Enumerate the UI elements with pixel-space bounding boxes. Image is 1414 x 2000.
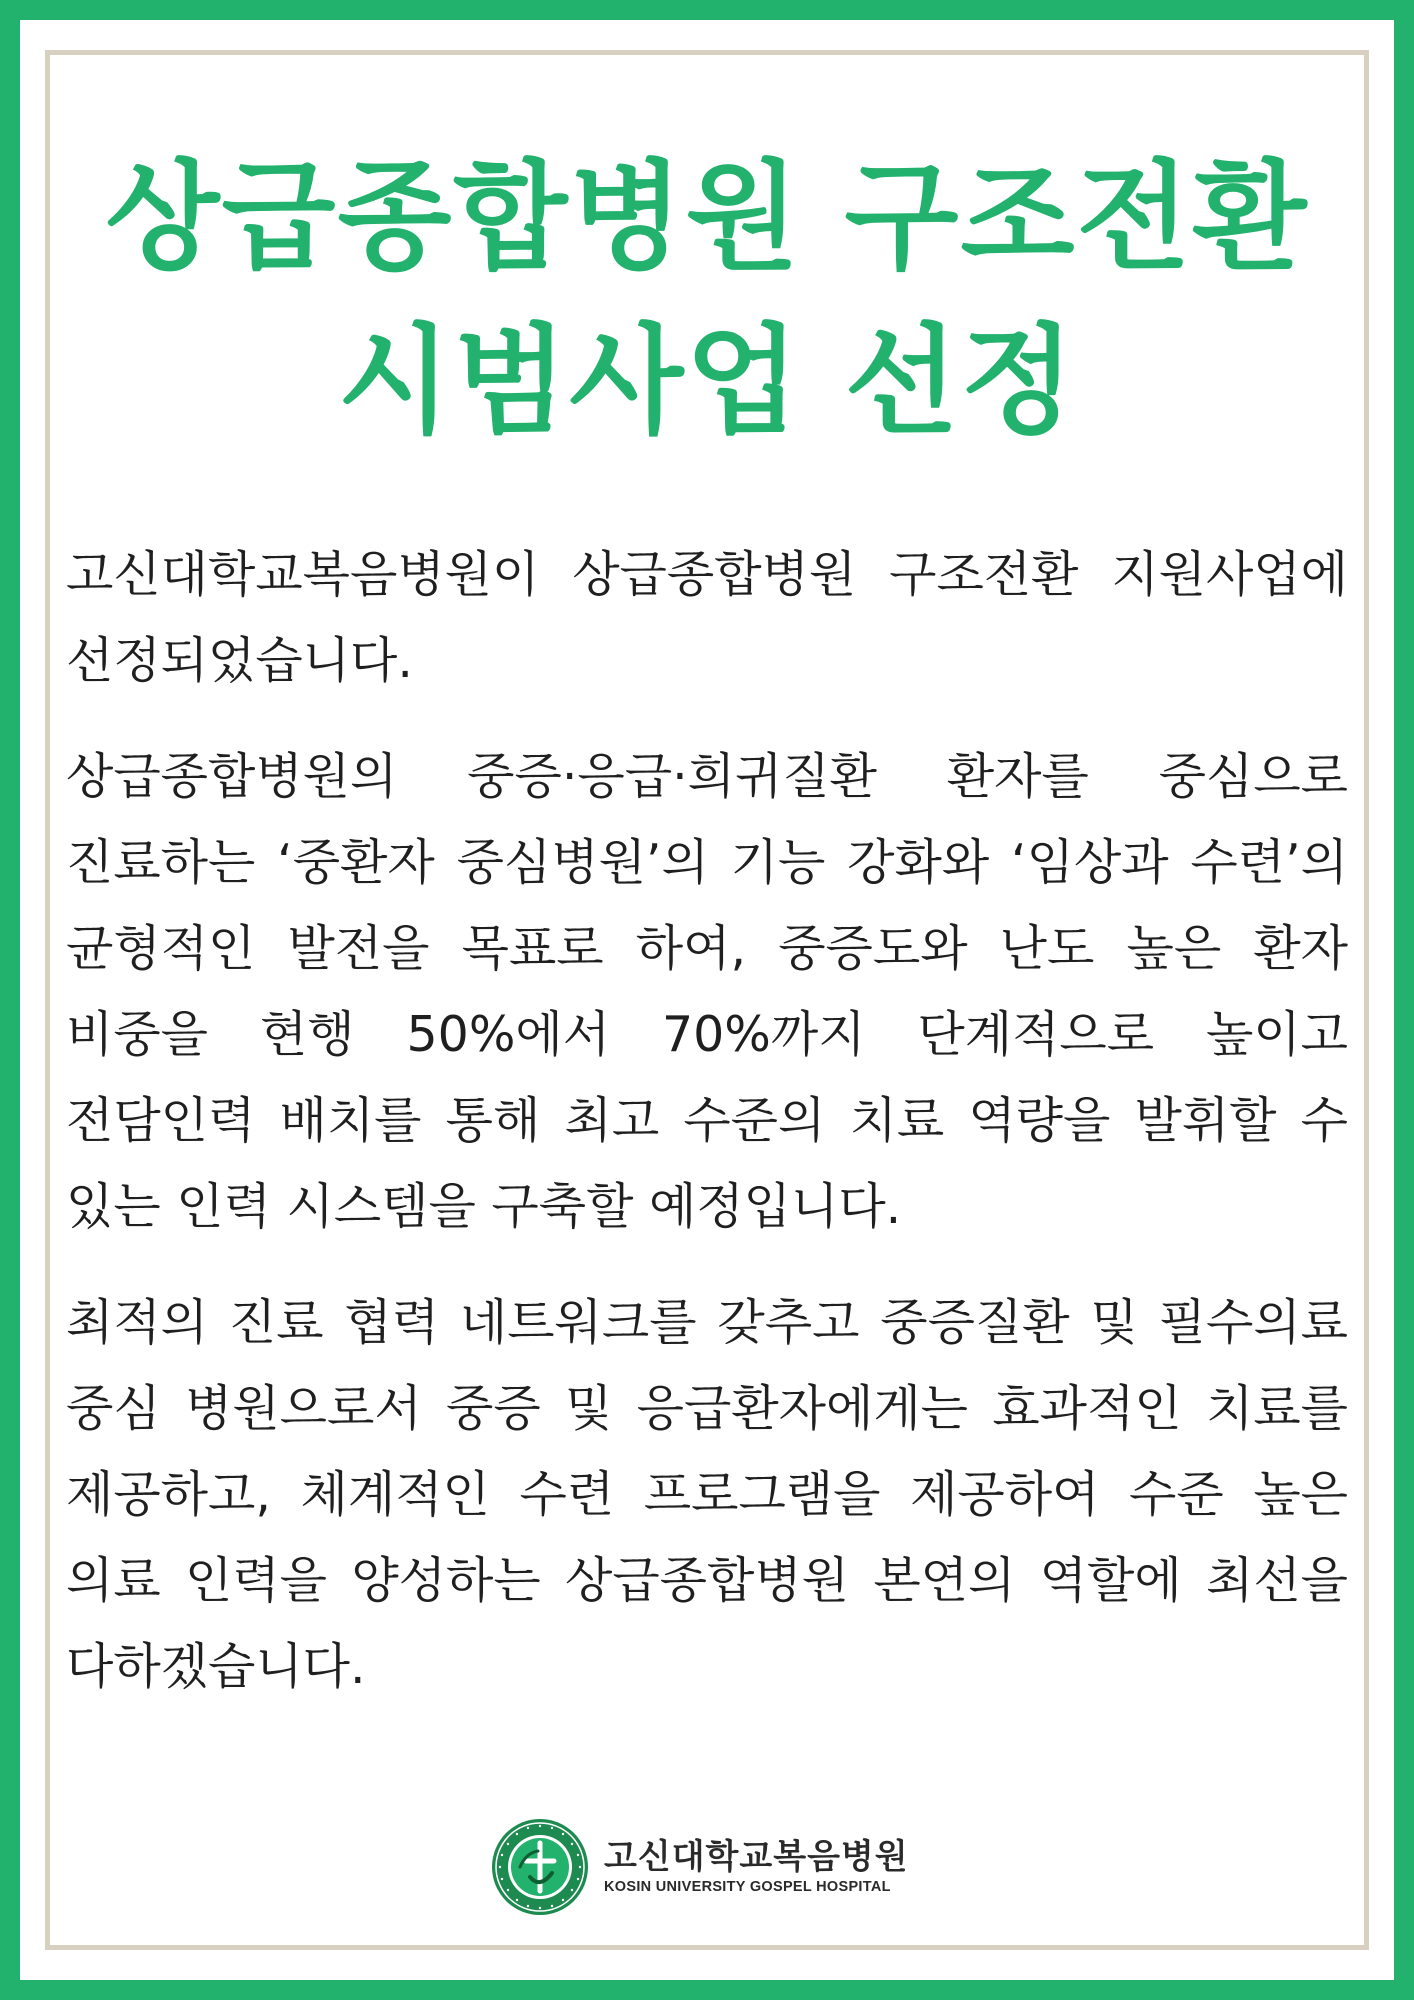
logo-name-english: KOSIN UNIVERSITY GOSPEL HOSPITAL	[604, 1879, 891, 1895]
logo-name-korean: 고신대학교복음병원	[604, 1837, 909, 1877]
paragraph-3: 최적의 진료 협력 네트워크를 갖추고 중증질환 및 필수의료 중심 병원으로서 중증 및 응급환자에게는 효과적인 치료를 제공하고, 체계적인 수련 프로그램을 제공하여 수준 높은 의료 인력을 양성하는 상급종합병원 본연의 역할에 최선을 다하겠습니다.	[66, 1294, 1348, 1695]
page-title	[60, 135, 1354, 463]
paragraph-2: 상급종합병원의 중증·응급·희귀질환 환자를 중심으로 진료하는 ‘중환자 중심병원’의 기능 강화와 ‘임상과 수련’의 균형적인 발전을 목표로 하여, 중증도와 난도 높은 환자 비중을 현행 50%에서 70%까지 단계적으로 높이고 전담인력 배치를 통해 최고 수준의 치료 역량을 발휘할 수 있는 인력 시스템을 구축할 예정입니다.	[66, 748, 1348, 1235]
announcement-body	[66, 532, 1348, 1740]
title-line-1: 상급종합병원 구조전환	[105, 148, 1309, 286]
logo-text	[604, 1837, 909, 1897]
paragraph-1: 고신대학교복음병원이 상급종합병원 구조전환 지원사업에 선정되었습니다.	[66, 546, 1348, 689]
hospital-seal-icon	[490, 1817, 590, 1917]
hospital-logo	[490, 1812, 909, 1922]
title-line-2: 시범사업 선정	[337, 312, 1077, 450]
